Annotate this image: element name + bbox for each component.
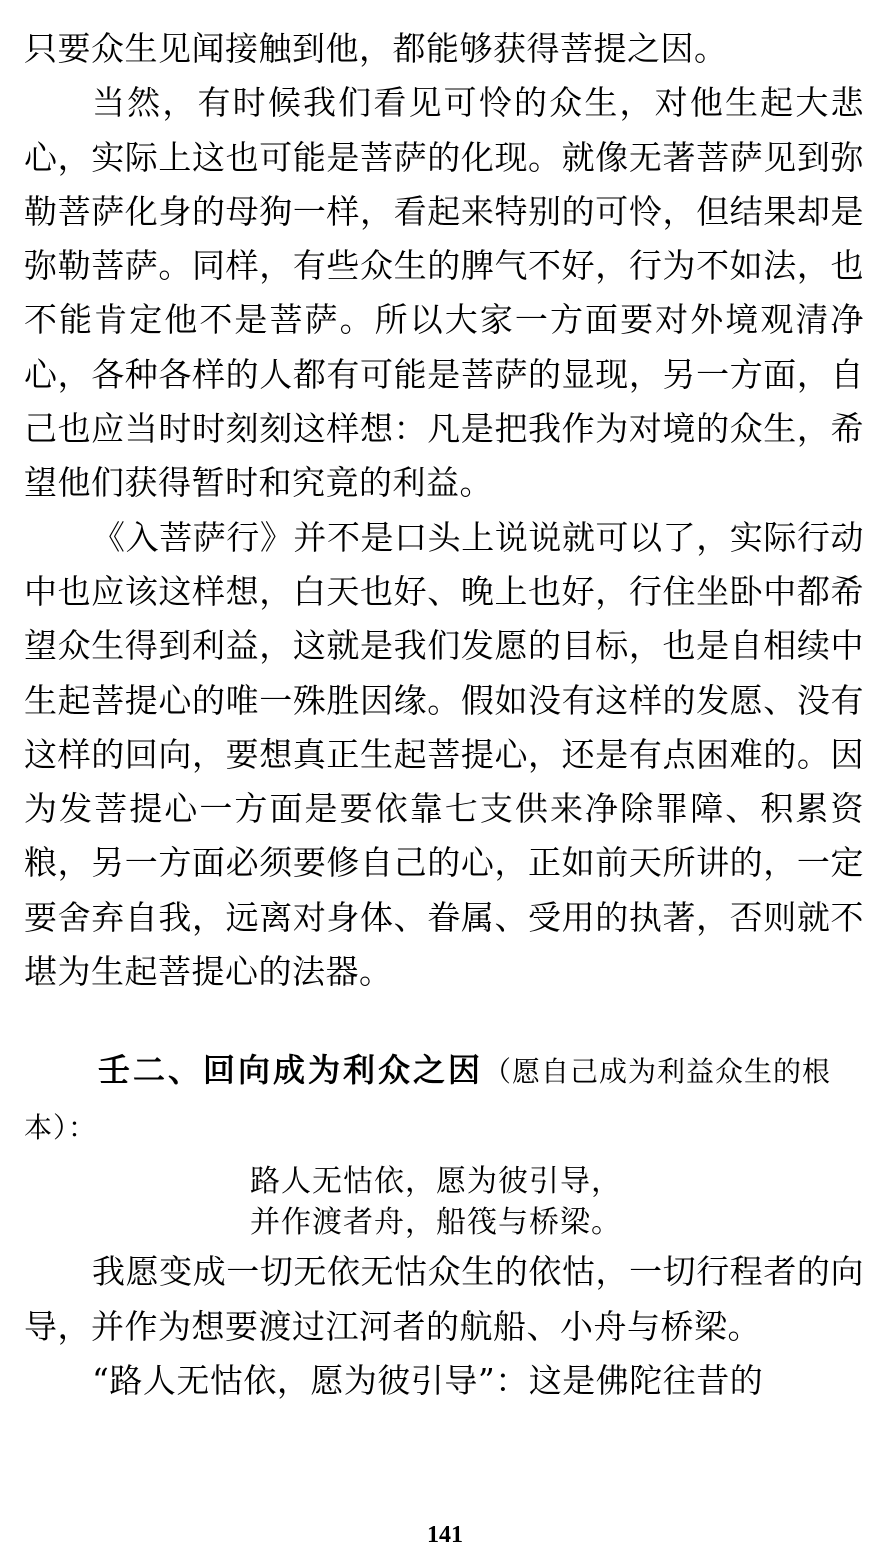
paragraph-3: 《入菩萨行》并不是口头上说说就可以了，实际行动中也应该这样想，白天也好、晚上也好，行住坐卧中都希望众生得到利益，这就是我们发愿的目标，也是自相续中生起菩提心的唯一殊胜因缘。假如没有这样的发愿、没有这样的回向，要想真正生起菩提心，还是有点困难的。因为发菩提心一方面是要依靠七支供来净除罪障、积累资粮，另一方面必须要修自己的心，正如前天所讲的，一定要舍弃自我，远离对身体、眷属、受用的执著，否则就不堪为生起菩提心的法器。 [24,517,864,992]
page-number: 141 [427,1522,463,1548]
paragraph-1: 只要众生见闻接触到他，都能够获得菩提之因。 [24,29,728,68]
verse-line-1: 路人无怙依，愿为彼引导， [250,1164,622,1200]
section-title: 壬二、回向成为利众之因 [98,1051,484,1090]
verse-line-2: 并作渡者舟，船筏与桥梁。 [250,1205,622,1241]
paragraph-2: 当然，有时候我们看见可怜的众生，对他生起大悲心，实际上这也可能是菩萨的化现。就像无著菩萨见到弥勒菩萨化身的母狗一样，看起来特别的可怜，但结果却是弥勒菩萨。同样，有些众生的脾气不好，行为不如法，也不能肯定他不是菩萨。所以大家一方面要对外境观清净心，各种各样的人都有可能是菩萨的显现，另一方面，自己也应当时时刻刻这样想：凡是把我作为对境的众生，希望他们获得暂时和究竟的利益。 [24,83,864,503]
section-note: （愿自己成为利益众生的根本）： [24,1055,832,1145]
paragraph-4: 我愿变成一切无依无怙众生的依怙，一切行程者的向导，并作为想要渡过江河者的航船、小舟与桥梁。 [24,1252,864,1346]
paragraph-5: “路人无怙依，愿为彼引导”：这是佛陀往昔的 [92,1360,764,1400]
page-body [24,22,864,1408]
section-heading [24,1043,864,1155]
verse-block [24,1161,864,1243]
